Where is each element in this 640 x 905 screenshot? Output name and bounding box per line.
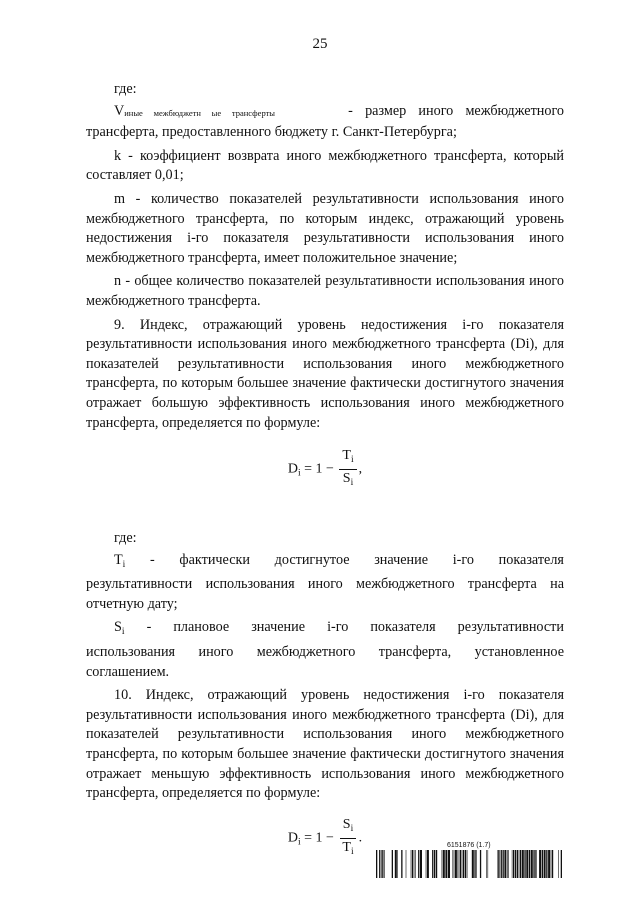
barcode-bar — [513, 850, 514, 878]
word: - — [150, 551, 155, 568]
barcode-bar — [448, 850, 450, 878]
word: показателя — [370, 619, 436, 636]
formula-1-fraction — [339, 447, 356, 492]
barcode-bar — [467, 850, 468, 878]
barcode-bar — [517, 850, 518, 878]
barcode-bar — [472, 850, 474, 878]
word: значение — [251, 619, 306, 636]
barcode-bar — [381, 850, 382, 878]
barcode-bar — [395, 850, 397, 878]
barcode-bar — [539, 850, 541, 878]
barcode-bar — [384, 850, 385, 878]
paragraph-9: 9. Индекс, отражающий уровень недостижения i-го показателя результативности использования иного межбюджетного трансферта (Di), для показателей результативности использования иного межбюджетного трансферта, по которым большее значение фактически достигнутого значения отражает большую эффективность использования иного межбюджетного трансферта, определяется по формуле: — [86, 316, 564, 431]
symbol-v: V — [114, 102, 125, 119]
barcode-bar — [426, 850, 427, 878]
formula-2-tail: . — [358, 830, 363, 846]
barcode-bar — [486, 850, 487, 878]
barcode-image — [376, 850, 562, 878]
barcode-bar — [414, 850, 415, 878]
barcode-bar — [512, 850, 513, 878]
barcode-bar — [412, 850, 413, 878]
formula-1 — [86, 447, 564, 505]
barcode-bar — [542, 850, 543, 878]
definition-n: n - общее количество показателей результативности использования иного межбюджетного трансферта. — [86, 273, 564, 309]
word: - — [146, 619, 152, 636]
formula-2-denominator: $T_i$ — [342, 839, 354, 857]
barcode-bar — [507, 850, 508, 878]
barcode-id: 6151876 (1.7) — [447, 842, 491, 849]
barcode-bar — [546, 850, 547, 878]
formula-1-lhs-sub: i — [297, 468, 301, 479]
barcode-bar — [463, 850, 464, 878]
barcode-bar — [445, 850, 447, 878]
formula-2-fraction — [339, 816, 356, 861]
barcode-bar — [442, 850, 443, 878]
barcode-bar — [459, 850, 460, 878]
barcode-bar — [520, 850, 521, 878]
word: значение — [374, 551, 429, 568]
barcode-bar — [465, 850, 466, 878]
definition-s-line — [86, 618, 564, 643]
paragraph-10: 10. Индекс, отражающий уровень недостижения i-го показателя результативности использования иного межбюджетного трансферта (Di), для показателей результативности использования иного межбюджетного трансферта, по которым большее значение фактически достигнутого значения отражает меньшую эффективность использования иного межбюджетного трансферта, определяется по формуле: — [86, 687, 564, 802]
barcode-bar — [453, 850, 454, 878]
barcode-bar — [551, 850, 552, 878]
formula-1-eq: = 1 − — [304, 461, 334, 477]
definition-k: k - коэффициент возврата иного межбюджетного трансферта, который составляет 0,01; — [86, 147, 564, 184]
barcode-bar — [476, 850, 477, 878]
barcode-bar — [401, 850, 402, 878]
barcode-bar — [397, 850, 398, 878]
barcode-bar — [526, 850, 528, 878]
barcode-bar — [524, 850, 525, 878]
barcode-bar — [406, 850, 407, 878]
barcode-bar — [418, 850, 419, 878]
barcode-bar — [503, 850, 504, 878]
barcode-bar — [454, 850, 455, 878]
word: показателя — [498, 551, 564, 568]
definition-t-rest: результативности использования иного межбюджетного трансферта на отчетную дату; — [86, 576, 564, 612]
barcode-bar — [460, 850, 461, 878]
barcode-bar — [392, 850, 393, 878]
barcode-bar — [533, 850, 534, 878]
barcode-bar — [458, 850, 459, 878]
document-body — [86, 80, 564, 874]
barcode-bar — [499, 850, 500, 878]
barcode-bar — [529, 850, 530, 878]
barcode-bar — [432, 850, 433, 878]
barcode-bar — [531, 850, 533, 878]
word: результативности — [457, 619, 564, 636]
word: плановое — [173, 619, 230, 636]
barcode-bar — [480, 850, 481, 878]
barcode-bar — [548, 850, 550, 878]
formula-2-eq: = 1 − — [304, 830, 334, 846]
barcode-bar — [436, 850, 437, 878]
symbol-v-subscript: иные межбюджетн ые трансферты — [124, 107, 276, 118]
barcode-bar — [434, 850, 435, 878]
page-number: 25 — [312, 36, 328, 52]
definition-v-text-b: трансферта, предоставленного бюджету г. Санкт-Петербурга; — [86, 124, 457, 141]
formula-2-numerator: $S_i$ — [340, 816, 356, 839]
definition-m: m - количество показателей результативности использования иного межбюджетного трансферта, по которым индекс, отражающий уровень недостижения i-го показателя результативности использования иного межбюджетного трансферта, имеет положительное значение; — [86, 190, 564, 266]
symbol-t: $T_i$ — [114, 551, 126, 570]
barcode-bar — [519, 850, 520, 878]
formula-1-lhs: D — [287, 461, 298, 477]
barcode-bar — [415, 850, 416, 878]
barcode-bar — [443, 850, 445, 878]
where-label-1: где: — [114, 81, 137, 97]
barcode-bar — [474, 850, 475, 878]
barcode-bar — [515, 850, 516, 878]
where-label-2: где: — [114, 530, 137, 547]
barcode-bar — [544, 850, 546, 878]
barcode-bar — [488, 850, 489, 878]
barcode-bar — [376, 850, 377, 878]
definition-t-line — [86, 551, 564, 576]
barcode-bar — [411, 850, 412, 878]
barcode-bar — [508, 850, 509, 878]
word: i-го — [452, 551, 474, 568]
definition-v-text-a: - размер иного межбюджетного — [348, 102, 565, 119]
barcode-bar — [462, 850, 463, 878]
barcode-bar — [552, 850, 553, 878]
barcode-bar — [382, 850, 383, 878]
barcode-bar — [420, 850, 422, 878]
barcode-bar — [427, 850, 429, 878]
barcode-bar — [561, 850, 562, 878]
formula-1-tail: , — [358, 461, 363, 477]
barcode-bar — [455, 850, 457, 878]
barcode-bar — [558, 850, 559, 878]
formula-1-line — [86, 447, 564, 492]
barcode-bar — [379, 850, 380, 878]
word: фактически — [179, 551, 250, 568]
definition-s-rest: использования иного межбюджетного трансферта, установленное соглашением. — [86, 644, 564, 680]
formula-1-denominator: $S_i$ — [342, 471, 354, 489]
barcode-bar — [501, 850, 502, 878]
definition-v — [86, 102, 564, 124]
word: достигнутое — [274, 551, 350, 568]
symbol-s: $S_i$ — [114, 619, 125, 638]
barcode-bar — [522, 850, 524, 878]
barcode-bar — [498, 850, 499, 878]
formula-2-lhs: D — [287, 830, 298, 846]
formula-2-lhs-sub: i — [297, 837, 301, 848]
word: i-го — [327, 619, 349, 636]
barcode-bar — [535, 850, 536, 878]
barcode-bar — [504, 850, 506, 878]
formula-1-numerator: $T_i$ — [339, 447, 356, 470]
